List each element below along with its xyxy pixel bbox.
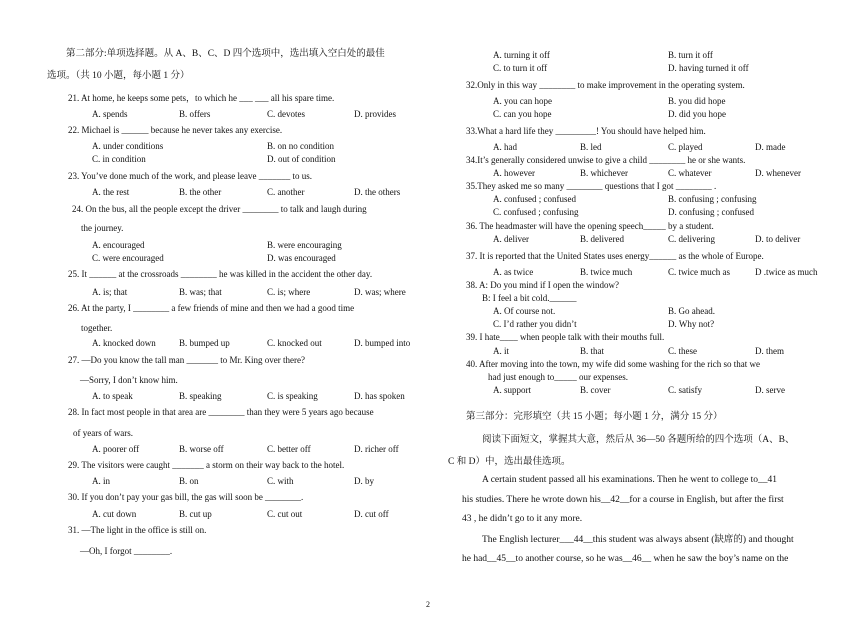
option: B. that <box>580 346 604 356</box>
option: B. on no condition <box>267 141 334 151</box>
option: D. made <box>755 142 786 152</box>
option: D. them <box>755 346 784 356</box>
option: B. on <box>179 476 199 486</box>
option: B. whichever <box>580 168 628 178</box>
option: A. as twice <box>493 267 534 277</box>
option: C. played <box>668 142 703 152</box>
option: B. were encouraging <box>267 240 342 250</box>
section-title-cont: 选项。（共 10 小题，每小题 1 分） <box>47 71 190 81</box>
question-stem: 37. It is reported that the United States uses energy______ as the whole of Europe. <box>466 251 764 261</box>
question-stem: 35.They asked me so many ________ questions that I got ________ . <box>466 181 717 191</box>
option: C. is speaking <box>267 391 318 401</box>
question-stem: 32.Only in this way ________ to make improvement in the operating system. <box>466 80 745 90</box>
option: C. with <box>267 476 294 486</box>
option: D. having turned it off <box>668 63 749 73</box>
question-stem: 29. The visitors were caught _______ a storm on their way back to the hotel. <box>68 460 345 470</box>
question-stem: 25. It ______ at the crossroads ________ he was killed in the accident the other day. <box>68 269 373 279</box>
question-stem: 38. A: Do you mind if I open the window? <box>466 280 619 290</box>
option: B. led <box>580 142 602 152</box>
option: D. did you hope <box>668 109 726 119</box>
option: D. bumped into <box>354 338 411 348</box>
question-stem: 39. I hate____ when people talk with their mouths full. <box>466 332 665 342</box>
question-stem: 21. At home, he keeps some pets，to which he ___ ___ all his spare time. <box>68 93 335 103</box>
option: D. was encouraged <box>267 253 336 263</box>
option: C. I’d rather you didn’t <box>493 319 577 329</box>
option: C. were encouraged <box>92 253 164 263</box>
question-stem-cont: the journey. <box>81 223 124 233</box>
option: A. in <box>92 476 110 486</box>
option: B. worse off <box>179 444 224 454</box>
option: A. had <box>493 142 517 152</box>
option: C. is; where <box>267 287 311 297</box>
question-stem-cont: —Oh, I forgot ________. <box>80 546 173 556</box>
question-stem: 40. After moving into the town, my wife did some washing for the rich so that we <box>466 359 760 369</box>
option: B. was; that <box>179 287 222 297</box>
section-instructions-cont: C 和 D）中，选出最佳选项。 <box>448 457 571 467</box>
question-stem: 30. If you don’t pay your gas bill, the gas will soon be ________. <box>68 492 304 502</box>
question-stem: 27. —Do you know the tall man _______ to Mr. King over there? <box>68 355 305 365</box>
option: B. twice much <box>580 267 633 277</box>
option: C. confused ; confusing <box>493 207 579 217</box>
option: A. encouraged <box>92 240 145 250</box>
option: B. turn it off <box>668 50 713 60</box>
option: C. another <box>267 187 305 197</box>
option: D. confusing ; confused <box>668 207 754 217</box>
option: A. deliver <box>493 234 529 244</box>
question-stem: 36. The headmaster will have the opening speech_____ by a student. <box>466 221 714 231</box>
option: B. cut up <box>179 509 212 519</box>
option: D .twice as much <box>755 267 818 277</box>
option: C. cut out <box>267 509 303 519</box>
option: A. confused ; confused <box>493 194 576 204</box>
option: B. offers <box>179 109 211 119</box>
option: D. whenever <box>755 168 801 178</box>
option: A. is; that <box>92 287 128 297</box>
question-stem-cont: had just enough to_____ our expenses. <box>488 372 628 382</box>
section-title: 第三部分：完形填空（共 15 小题；每小题 1 分，满分 15 分） <box>466 412 723 422</box>
page-number: 2 <box>426 600 430 609</box>
passage-line: his studies. There he wrote down his__42__for a course in English, but after the first <box>462 495 784 505</box>
option: C. devotes <box>267 109 305 119</box>
option: A. spends <box>92 109 128 119</box>
option: D. has spoken <box>354 391 405 401</box>
question-stem-cont: —Sorry, I don’t know him. <box>80 375 178 385</box>
option: A. however <box>493 168 535 178</box>
option: A. the rest <box>92 187 130 197</box>
option: A. you can hope <box>493 96 552 106</box>
option: B. cover <box>580 385 611 395</box>
option: D. serve <box>755 385 785 395</box>
option: B. you did hope <box>668 96 726 106</box>
option: C. to turn it off <box>493 63 548 73</box>
option: A. poorer off <box>92 444 140 454</box>
option: B. speaking <box>179 391 222 401</box>
question-stem: 23. You’ve done much of the work, and please leave _______ to us. <box>68 171 312 181</box>
option: C. in condition <box>92 154 146 164</box>
option: C. delivering <box>668 234 715 244</box>
question-stem: 22. Michael is ______ because he never takes any exercise. <box>68 125 283 135</box>
section-title: 第二部分:单项选择题。从 A、B、C、D 四个选项中，选出填入空白处的最佳 <box>66 49 385 59</box>
option: B. the other <box>179 187 222 197</box>
option: D. cut off <box>354 509 389 519</box>
option: C. knocked out <box>267 338 322 348</box>
option: C. better off <box>267 444 311 454</box>
option: D. was; where <box>354 287 406 297</box>
option: D. by <box>354 476 374 486</box>
option: C. can you hope <box>493 109 552 119</box>
option: B. bumped up <box>179 338 230 348</box>
question-stem: 33.What a hard life they _________! You should have helped him. <box>466 126 706 136</box>
option: C. satisfy <box>668 385 703 395</box>
option: A. to speak <box>92 391 133 401</box>
question-stem: 34.It’s generally considered unwise to give a child ________ he or she wants. <box>466 155 746 165</box>
option: A. Of course not. <box>493 306 556 316</box>
option: D. provides <box>354 109 396 119</box>
option: D. richer off <box>354 444 399 454</box>
question-stem: 26. At the party, I ________ a few friends of mine and then we had a good time <box>68 303 355 313</box>
option: D. Why not? <box>668 319 715 329</box>
question-stem: 31. —The light in the office is still on. <box>68 525 207 535</box>
question-stem: 24. On the bus, all the people except the driver ________ to talk and laugh during <box>72 204 367 214</box>
option: A. turning it off <box>493 50 550 60</box>
option: A. it <box>493 346 510 356</box>
question-stem-cont: B: I feel a bit cold.______ <box>482 293 577 303</box>
section-instructions: 阅读下面短文，掌握其大意，然后从 36—50 各题所给的四个选项（A、B、 <box>482 435 795 445</box>
option: C. whatever <box>668 168 712 178</box>
option: D. out of condition <box>267 154 336 164</box>
question-stem: 28. In fact most people in that area are ________ than they were 5 years ago because <box>68 407 374 417</box>
option: B. Go ahead. <box>668 306 715 316</box>
option: A. support <box>493 385 531 395</box>
option: B. confusing ; confusing <box>668 194 757 204</box>
option: B. delivered <box>580 234 624 244</box>
passage-line: he had__45__to another course, so he was__46__ when he saw the boy’s name on the <box>462 554 789 564</box>
passage-line: The English lecturer___44__this student was always absent (缺席的) and thought <box>482 535 794 545</box>
option: A. under conditions <box>92 141 164 151</box>
option: A. cut down <box>92 509 137 519</box>
option: C. these <box>668 346 697 356</box>
question-stem-cont: of years of wars. <box>73 428 133 438</box>
option: D. to deliver <box>755 234 801 244</box>
question-stem-cont: together. <box>81 323 113 333</box>
passage-line: 43 , he didn’t go to it any more. <box>462 514 583 524</box>
option: A. knocked down <box>92 338 156 348</box>
option: C. twice much as <box>668 267 730 277</box>
passage-line: A certain student passed all his examinations. Then he went to college to__41 <box>482 475 778 485</box>
option: D. the others <box>354 187 401 197</box>
